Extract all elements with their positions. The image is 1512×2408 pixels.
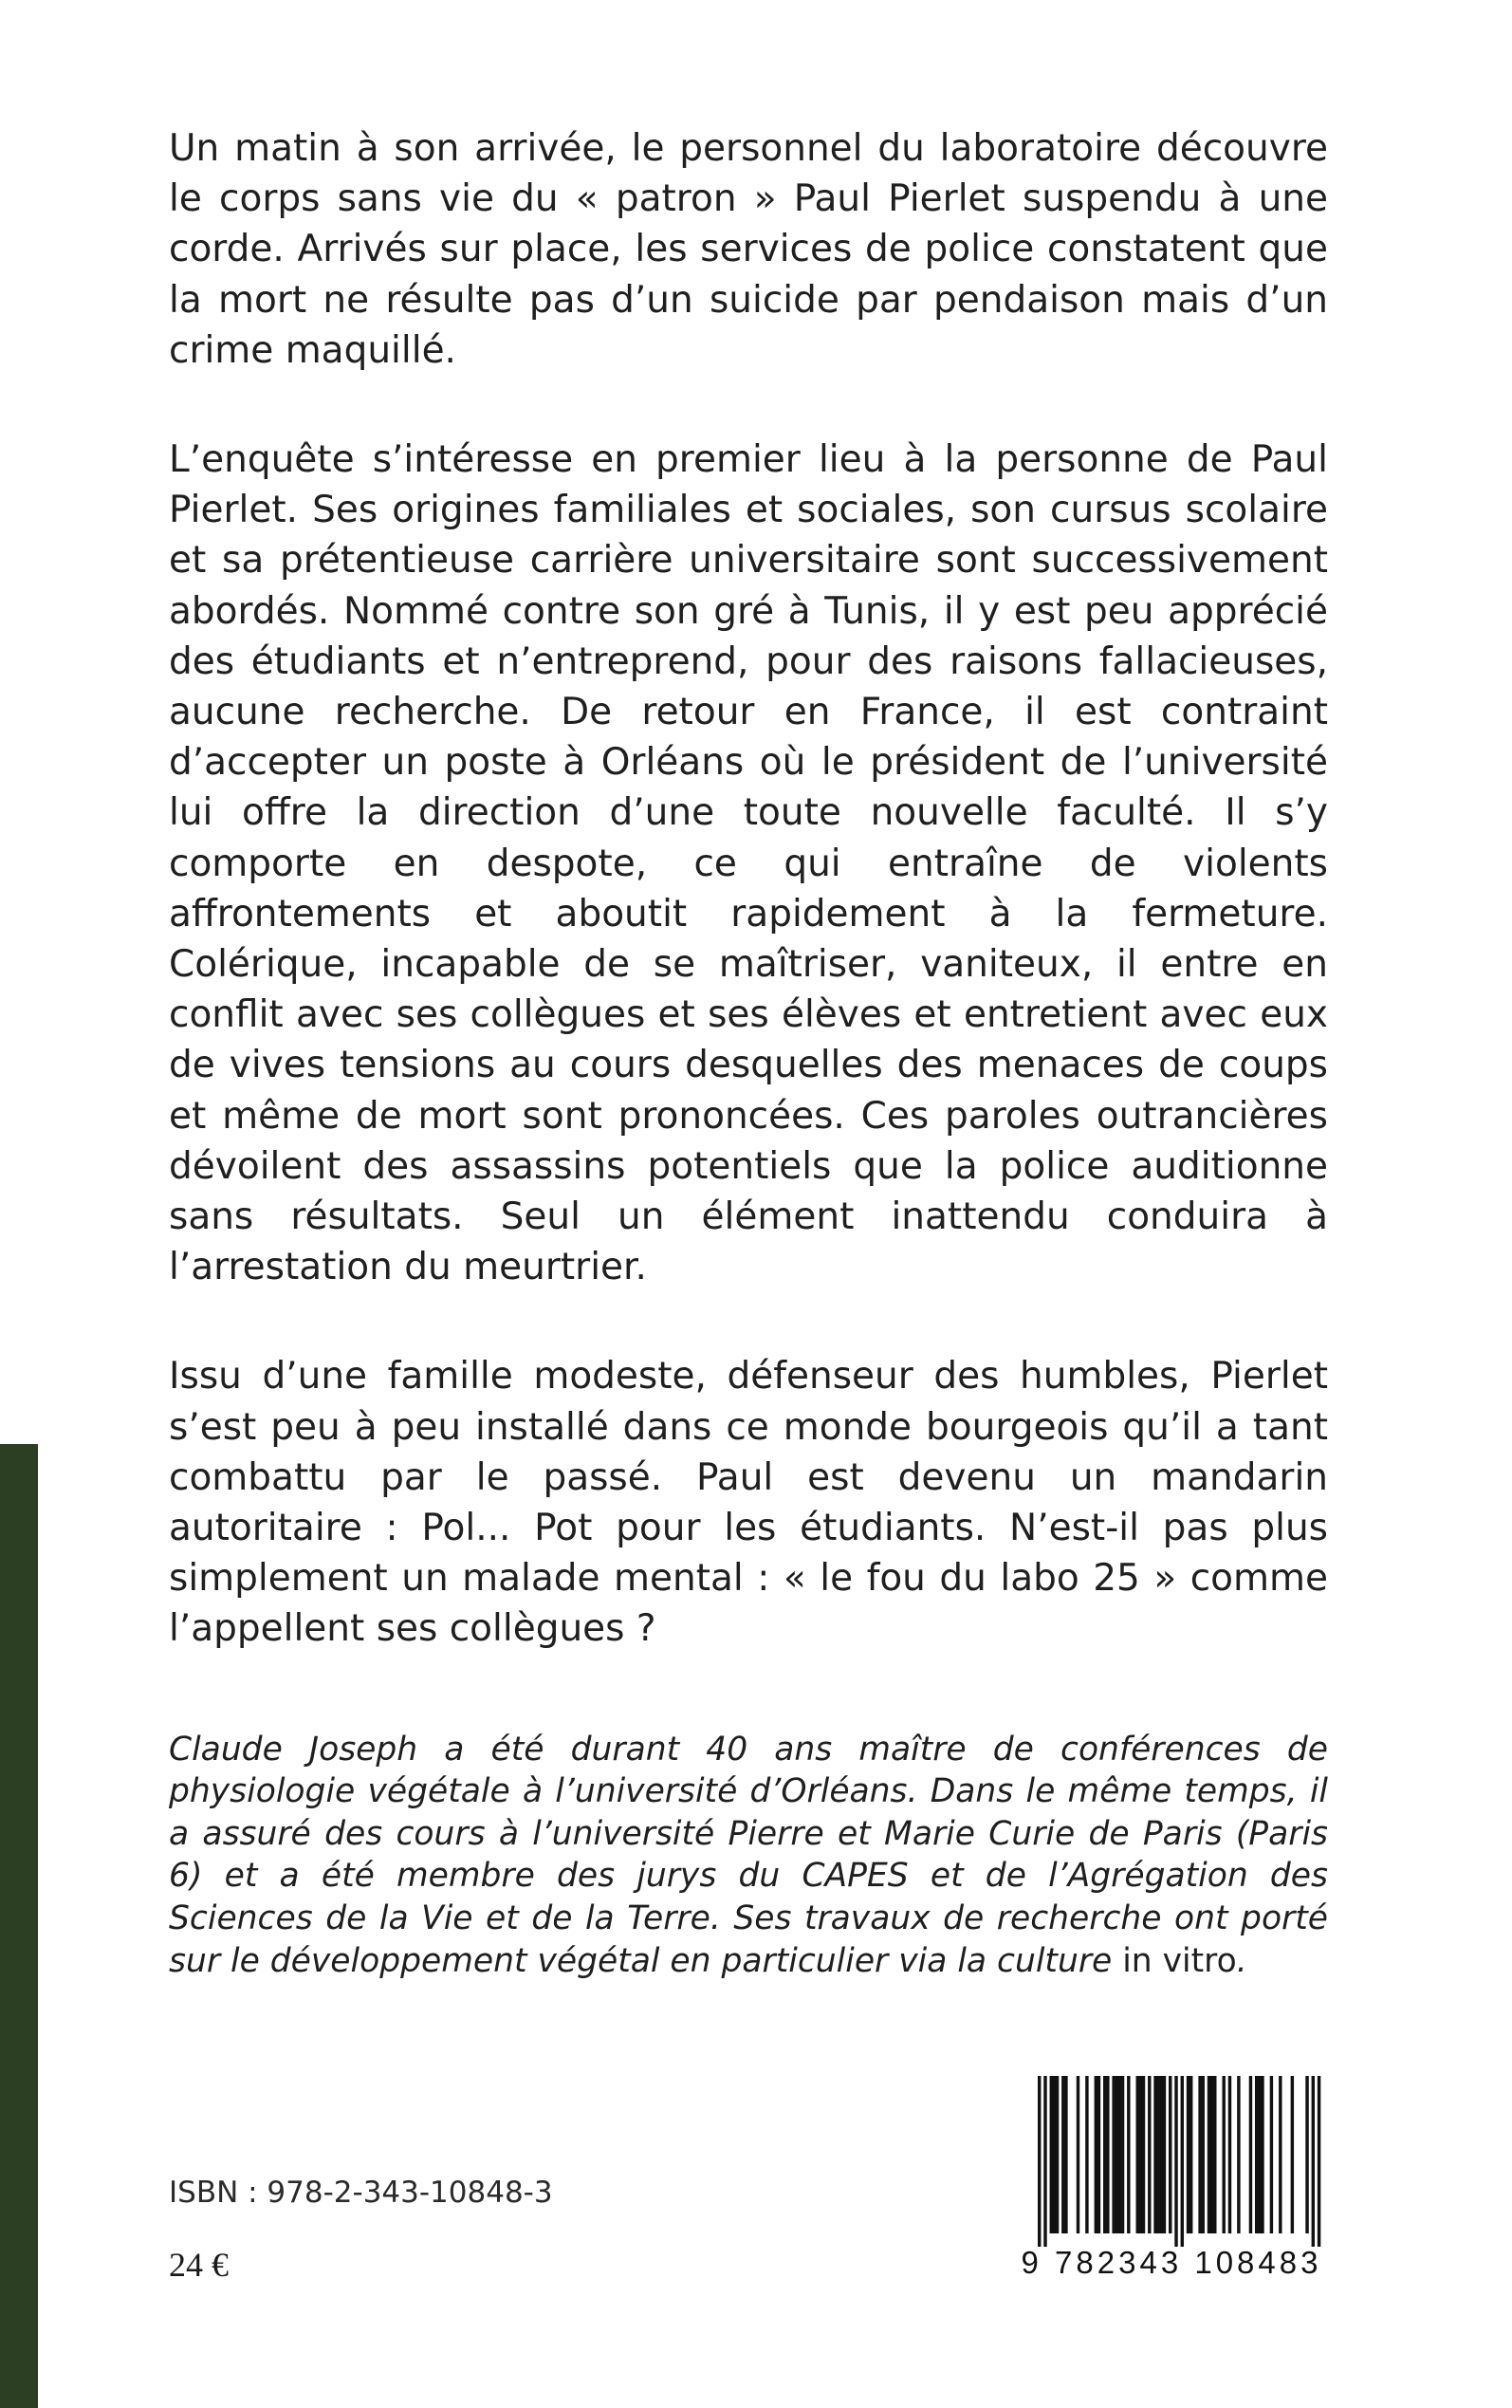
barcode-bar (1038, 2076, 1041, 2247)
barcode-bar (1187, 2076, 1189, 2233)
barcode-bar (1142, 2076, 1145, 2233)
barcode-bar (1237, 2076, 1240, 2233)
barcode-bar (1061, 2076, 1064, 2233)
barcode-bar (1153, 2076, 1156, 2233)
barcode-bar (1116, 2076, 1118, 2233)
barcode-bar (1169, 2076, 1171, 2233)
in-vitro-term: in vitro (1122, 1941, 1237, 1980)
synopsis-paragraph-3: Issu d’une famille modeste, défenseur des humbles, Pierlet s’est peu à peu installé dans ce monde bourgeois qu’il a tant combattu par le passé. Paul est devenu un mandarin autoritaire : Pol... Pot pour les étudiants. N’est-il pas plus simplement un malade mental : « le fou du labo 25 » comme l’appellent ses collègues ? (169, 1355, 1328, 1651)
barcode-bar (1127, 2076, 1130, 2233)
barcode-bar (1255, 2076, 1258, 2233)
barcode-bar (1160, 2076, 1163, 2233)
barcode-bar (1156, 2076, 1159, 2233)
barcode-bar (1095, 2076, 1097, 2233)
barcode-bar (1077, 2076, 1079, 2233)
barcode-bar (1174, 2076, 1177, 2247)
barcode-bar (1103, 2076, 1106, 2233)
barcode (1017, 2076, 1326, 2297)
synopsis-paragraph-1: Un matin à son arrivée, le personnel du laboratoire découvre le corps sans vie du « patron » Paul Pierlet suspendu à une corde. Arrivés sur place, les services de police constatent que la mort ne résulte pas d’un suicide par pendaison mais d’un crime maquillé. (169, 127, 1328, 372)
barcode-bar (1163, 2076, 1166, 2233)
barcode-bar (1210, 2076, 1213, 2233)
author-bio-end: . (1236, 1941, 1247, 1980)
barcode-bar (1139, 2076, 1142, 2233)
barcode-bar (1136, 2076, 1139, 2233)
barcode-bar (1202, 2076, 1205, 2233)
barcode-bar (1189, 2076, 1192, 2233)
barcode-bar (1112, 2076, 1115, 2233)
barcode-bar (1043, 2076, 1046, 2247)
barcode-bar (1279, 2076, 1282, 2233)
price-label: 24 € (169, 2246, 229, 2284)
barcode-bar (1258, 2076, 1261, 2233)
isbn-label: ISBN : 978-2-343-10848-3 (169, 2176, 553, 2210)
barcode-bar (1064, 2076, 1067, 2233)
synopsis-paragraph-2: L’enquête s’intéresse en premier lieu à la personne de Paul Pierlet. Ses origines familiales et sociales, son cursus scolaire et sa prétentieuse carrière universitaire sont successivement abordés. Nommé contre son gré à Tunis, il y est peu apprécié des étudiants et n’entreprend, pour des raisons fallacieuses, aucune recherche. De retour en France, il est contraint d’accepter un poste à Orléans où le président de l’université lui offre la direction d’une toute nouvelle faculté. Il s’y comporte en despote, ce qui entraîne de violents affrontements et aboutit rapidement à la fermeture. Colérique, incapable de se maîtriser, vaniteux, il entre en conflit avec ses collègues et ses élèves et entretient avec eux de vives tensions au cours desquelles des menaces de coups et même de mort sont prononcées. Ces paroles outrancières dévoilent des assassins potentiels que la police auditionne sans résultats. Seul un élément inattendu conduira à l’arrestation du meurtrier. (169, 438, 1328, 1289)
barcode-bar (1056, 2076, 1059, 2233)
barcode-bar (1249, 2076, 1252, 2233)
barcode-bar (1106, 2076, 1109, 2233)
barcode-bar (1085, 2076, 1088, 2233)
barcode-bar (1222, 2076, 1225, 2233)
barcode-bar (1270, 2076, 1273, 2233)
barcode-bar (1312, 2076, 1315, 2247)
barcode-bar (1148, 2076, 1151, 2233)
barcode-bars (1017, 2076, 1326, 2247)
author-name: Claude Joseph (169, 1730, 418, 1769)
barcode-bar (1261, 2076, 1263, 2233)
barcode-bar (1097, 2076, 1100, 2233)
barcode-bar (1318, 2076, 1320, 2247)
author-biography (169, 1729, 1328, 1983)
barcode-bar (1121, 2076, 1124, 2233)
barcode-bar (1198, 2076, 1201, 2233)
barcode-bar (1118, 2076, 1121, 2233)
barcode-bar (1228, 2076, 1231, 2233)
barcode-digits: 9 782343 108483 (1021, 2245, 1322, 2280)
barcode-bar (1213, 2076, 1216, 2233)
barcode-bar (1208, 2076, 1210, 2233)
back-cover-text (169, 123, 1328, 1982)
barcode-bar (1050, 2076, 1053, 2233)
barcode-bar (1305, 2076, 1308, 2233)
barcode-bar (1291, 2076, 1294, 2233)
author-bio-text: a été durant 40 ans maître de conférences de physiologie végétale à l’université d’Orléans. Dans le même temps, il a assuré des cours à l’université Pierre et Marie Curie de Paris (Paris 6) et a été membre des jurys du CAPES et de l’Agrégation des Sciences de la Vie et de la Terre. Ses travaux de recherche ont porté sur le développement végétal en particulier via la culture (169, 1730, 1328, 1980)
barcode-bar (1053, 2076, 1056, 2233)
barcode-bar (1181, 2076, 1184, 2247)
green-spine-band (0, 1444, 38, 2408)
